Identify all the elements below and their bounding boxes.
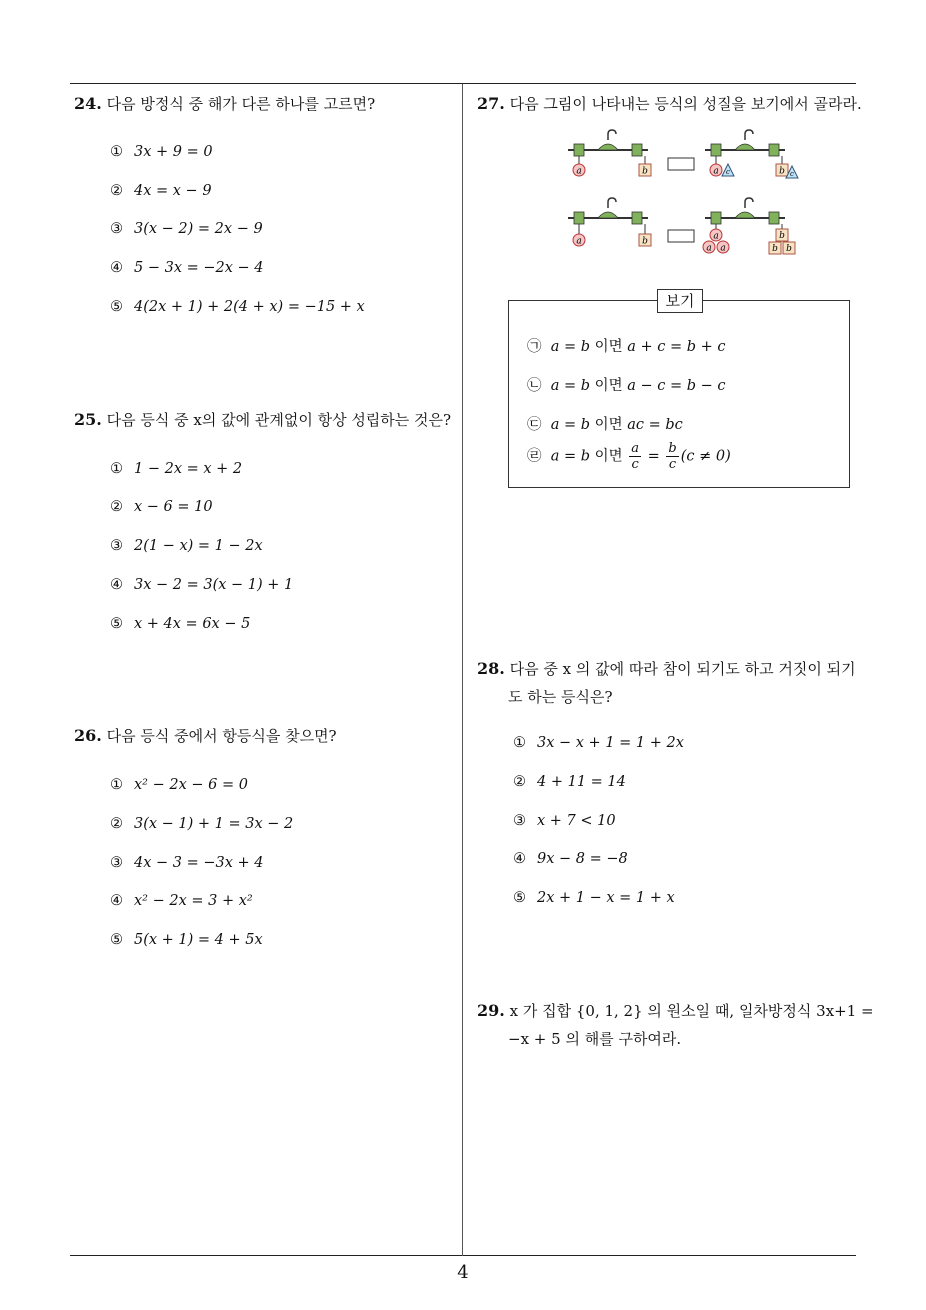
choice-2[interactable] [110,816,293,832]
column-divider [462,84,463,1256]
choice-text: x + 7 < 10 [537,813,616,829]
bogi-post: ac = bc [627,417,683,433]
bogi-eq: = [643,448,665,465]
choice-2[interactable] [110,499,213,515]
question-number: 24. [74,94,102,113]
choice-text: 4x − 3 = −3x + 4 [134,855,264,871]
label-a: a [720,243,726,254]
question-text-line2: −x + 5 의 해를 구하여라. [508,1030,682,1048]
question-text-line2: 도 하는 등식은? [508,688,613,706]
bogi-mark: ㉡ [527,378,542,394]
choice-5[interactable] [110,299,365,315]
fraction-b-over-c: $\frac{b}{c}$ [668,441,677,472]
blank-box-1 [668,158,694,170]
choice-1[interactable] [110,461,242,477]
balance-figure [560,126,810,266]
choice-mark: ③ [110,221,123,237]
question-text: 다음 등식 중 x의 값에 관계없이 항상 성립하는 것은? [106,411,452,429]
choice-1[interactable] [513,735,684,751]
choice-5[interactable] [110,616,250,632]
choice-mark: ② [513,774,526,790]
bogi-item-3[interactable] [527,413,683,434]
choice-4[interactable] [110,577,293,593]
label-b: b [779,166,785,177]
choice-mark: ① [110,144,123,160]
balance-1-right [705,130,798,178]
question-number: 29. [477,1001,505,1020]
bogi-pre: a = b [550,378,591,394]
label-c: c [726,168,730,176]
choice-text: 3x − 2 = 3(x − 1) + 1 [134,577,294,593]
question-text: 다음 방정식 중 해가 다른 하나를 고르면? [106,95,376,113]
choice-mark: ③ [513,813,526,829]
choice-5[interactable] [513,890,675,906]
choice-3[interactable] [110,855,264,871]
question-number: 26. [74,726,102,745]
bogi-item-1[interactable] [527,335,726,356]
question-28 [477,655,856,711]
choice-4[interactable] [513,851,628,867]
fraction-a-over-c: $\frac{a}{c}$ [631,441,640,472]
choice-text: 3(x − 1) + 1 = 3x − 2 [134,816,294,832]
bogi-mid: 이면 [590,378,628,394]
choice-text: 4(2x + 1) + 2(4 + x) = −15 + x [134,299,365,315]
choice-text: x − 6 = 10 [134,499,213,515]
choice-3[interactable] [513,813,616,829]
bogi-post: a + c = b + c [627,339,726,355]
choice-3[interactable] [110,538,263,554]
choice-text: x² − 2x = 3 + x² [134,893,253,909]
question-text: 다음 등식 중에서 항등식을 찾으면? [106,727,337,745]
choice-text: 5(x + 1) = 4 + 5x [134,932,263,948]
choice-text: x + 4x = 6x − 5 [134,616,251,632]
choice-text: x² − 2x − 6 = 0 [134,777,248,793]
blank-box-2 [668,230,694,242]
balance-1-left [568,130,651,177]
label-c: c [790,170,794,178]
choice-text: 2(1 − x) = 1 − 2x [134,538,263,554]
choice-mark: ① [110,777,123,793]
label-b: b [779,231,785,241]
bogi-pre: a = b [550,448,591,465]
bogi-pre: a = b [550,417,591,433]
choice-text: 3x − x + 1 = 1 + 2x [537,735,684,751]
choice-mark: ④ [513,851,526,867]
choice-2[interactable] [513,774,626,790]
bogi-item-4[interactable] [527,441,731,472]
page-number: 4 [457,1262,469,1283]
question-text: 다음 그림이 나타내는 등식의 성질을 보기에서 골라라. [509,95,862,113]
choice-mark: ③ [110,855,123,871]
choice-4[interactable] [110,260,264,276]
label-b: b [772,244,778,254]
choice-2[interactable] [110,183,212,199]
choice-mark: ③ [110,538,123,554]
label-a: a [713,231,719,242]
choice-1[interactable] [110,777,248,793]
choice-text: 5 − 3x = −2x − 4 [134,260,264,276]
bogi-mark: ㉠ [527,339,542,355]
label-a: a [713,166,719,177]
bogi-post: a − c = b − c [627,378,726,394]
choice-text: 4x = x − 9 [134,183,212,199]
choice-mark: ④ [110,893,123,909]
label-b: b [642,236,648,247]
choice-text: 9x − 8 = −8 [537,851,628,867]
question-text-line1: 다음 중 x 의 값에 따라 참이 되기도 하고 거짓이 되기 [509,660,856,678]
choice-mark: ④ [110,260,123,276]
label-b: b [642,166,648,177]
choice-text: 1 − 2x = x + 2 [134,461,243,477]
balance-2-right [703,198,795,254]
bogi-mark: ㉣ [527,448,542,465]
choice-text: 3(x − 2) = 2x − 9 [134,221,263,237]
choice-mark: ⑤ [110,299,123,315]
question-26 [74,722,337,750]
choice-mark: ① [110,461,123,477]
bogi-item-2[interactable] [527,374,726,395]
question-25 [74,406,451,434]
choice-mark: ② [110,499,123,515]
bogi-title: 보기 [657,289,703,313]
bogi-cond: (c ≠ 0) [680,448,731,465]
bogi-pre: a = b [550,339,591,355]
choice-mark: ① [513,735,526,751]
choice-mark: ⑤ [110,616,123,632]
choice-1[interactable] [110,144,213,160]
choice-3[interactable] [110,221,263,237]
top-rule [70,83,856,84]
label-a: a [576,236,582,247]
question-29 [477,997,874,1053]
choice-mark: ② [110,183,123,199]
question-number: 28. [477,659,505,678]
bogi-mid: 이면 [590,339,628,355]
choice-mark: ⑤ [513,890,526,906]
choice-5[interactable] [110,932,263,948]
choice-mark: ④ [110,577,123,593]
question-number: 25. [74,410,102,429]
question-27 [477,90,862,118]
choice-4[interactable] [110,893,253,909]
bogi-mid: 이면 [590,448,628,465]
bogi-mark: ㉢ [527,417,542,433]
label-b: b [786,244,792,254]
bogi-mid: 이면 [590,417,628,433]
balance-2-left [568,198,651,247]
label-a: a [706,243,712,254]
question-text-line1: x 가 집합 {0, 1, 2} 의 원소일 때, 일차방정식 3x+1 = [509,1002,874,1020]
choice-mark: ② [110,816,123,832]
question-number: 27. [477,94,505,113]
label-a: a [576,166,582,177]
question-24 [74,90,375,118]
bottom-rule [70,1255,856,1256]
choice-text: 3x + 9 = 0 [134,144,213,160]
bogi-box [508,292,850,488]
choice-mark: ⑤ [110,932,123,948]
choice-text: 4 + 11 = 14 [537,774,626,790]
choice-text: 2x + 1 − x = 1 + x [537,890,675,906]
